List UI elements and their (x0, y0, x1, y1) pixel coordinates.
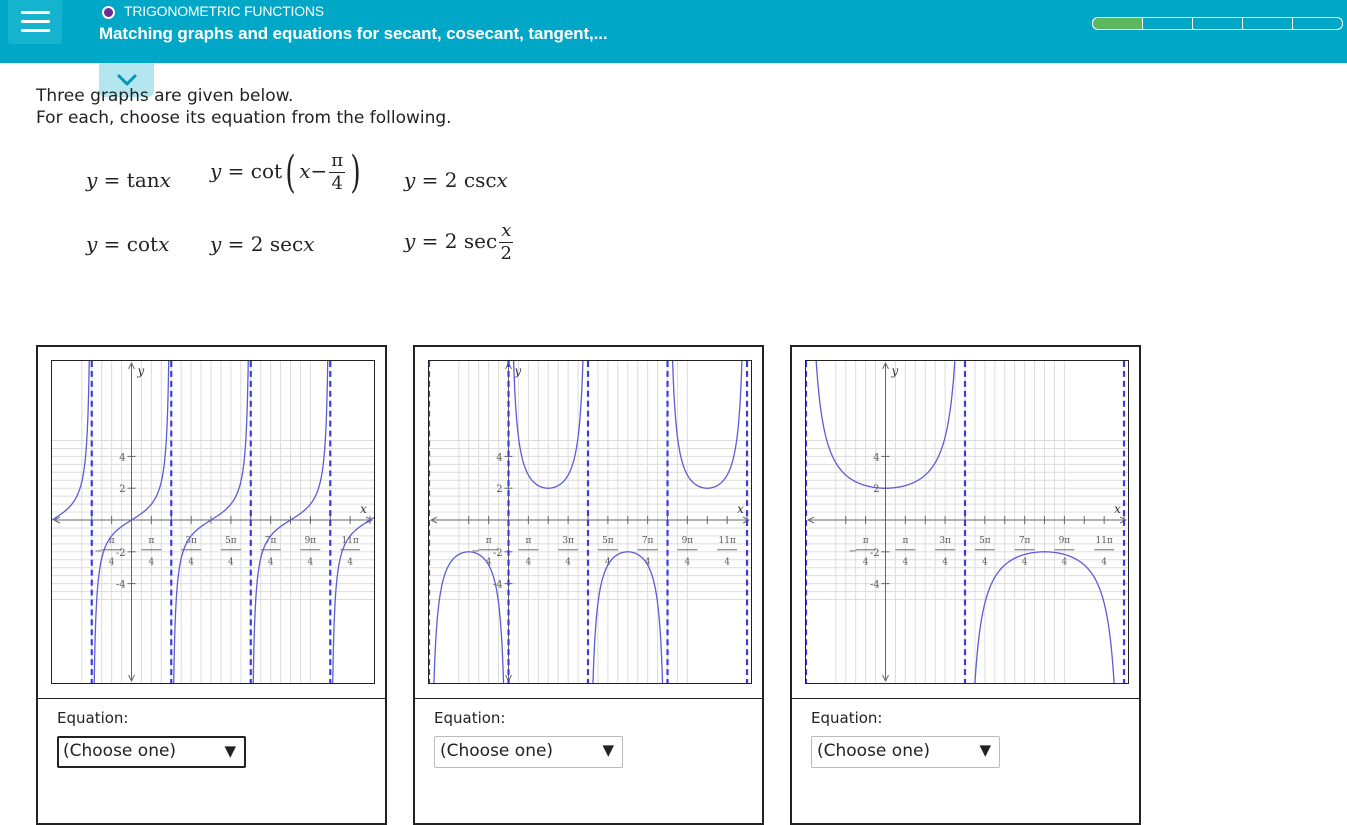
hamburger-icon-bar (21, 20, 50, 23)
y-tick-label: -2 (115, 547, 126, 559)
grid (429, 361, 751, 683)
x-tick-denominator: 4 (605, 557, 611, 568)
x-tick-denominator: 4 (108, 557, 115, 568)
y-tick-label: -4 (869, 579, 880, 591)
x-tick-numerator: 7π (264, 535, 277, 546)
progress-segment (1092, 17, 1143, 30)
x-tick-denominator: 4 (902, 557, 909, 568)
graph-card-2 (413, 345, 764, 825)
x-tick-denominator: 4 (188, 557, 194, 568)
equation-option-tan: y = tanx (86, 168, 171, 192)
x-tick-numerator: 3π (185, 535, 197, 546)
x-tick-denominator: 4 (1061, 557, 1068, 568)
card-divider (792, 698, 1139, 699)
y-tick-label: 4 (119, 452, 126, 464)
x-tick-numerator: 3π (939, 535, 951, 546)
equation-label: Equation: (811, 709, 883, 727)
card-divider (415, 698, 762, 699)
x-tick-numerator: 9π (681, 535, 694, 546)
x-tick-numerator: 9π (304, 535, 317, 546)
x-tick-denominator: 4 (644, 557, 651, 568)
x-tick-denominator: 4 (1021, 557, 1028, 568)
hamburger-icon-bar (21, 29, 50, 32)
x-tick-denominator: 4 (228, 557, 234, 568)
dropdown-arrow-icon: ▼ (224, 742, 236, 760)
dropdown-arrow-icon: ▼ (979, 741, 991, 759)
x-tick-sign: − (94, 545, 103, 557)
equation-select-2[interactable] (434, 736, 623, 768)
y-tick-label: -2 (869, 547, 880, 559)
select-value: (Choose one) (440, 741, 554, 761)
y-tick-label: 4 (496, 452, 503, 464)
topic-label: TRIGONOMETRIC FUNCTIONS (124, 3, 324, 19)
x-tick-numerator: 5π (225, 535, 237, 546)
x-tick-numerator: π (148, 535, 155, 546)
x-tick-denominator: 4 (942, 557, 948, 568)
y-axis-label: y (137, 363, 145, 378)
equation-option-2sec: y = 2 secx (210, 232, 315, 256)
y-tick-label: -4 (492, 579, 503, 591)
x-tick-numerator: 9π (1058, 535, 1071, 546)
menu-button[interactable] (8, 0, 62, 44)
prompt-line-1: Three graphs are given below. (36, 86, 294, 106)
x-tick-denominator: 4 (267, 557, 274, 568)
grid (806, 361, 1128, 683)
y-tick-label: 2 (496, 484, 503, 496)
select-value: (Choose one) (63, 741, 177, 761)
x-tick-denominator: 4 (684, 557, 691, 568)
equation-option-2sec-half: y = 2 sec $\frac{x}{2}$ (404, 220, 512, 264)
x-tick-numerator: 11π (341, 535, 359, 546)
question-prompt (36, 85, 452, 129)
x-tick-sign: − (848, 545, 857, 557)
x-tick-numerator: 3π (562, 535, 574, 546)
graph-card-3 (790, 345, 1141, 825)
page-title: Matching graphs and equations for secant, cosecant, tangent,... (99, 24, 608, 43)
x-tick-sign: − (471, 545, 480, 557)
card-divider (38, 698, 385, 699)
x-tick-numerator: π (862, 535, 869, 546)
graph-card-1 (36, 345, 387, 825)
y-tick-label: 2 (119, 484, 126, 496)
x-axis-label: x (737, 502, 744, 517)
x-tick-numerator: 5π (602, 535, 614, 546)
equation-label: Equation: (434, 709, 506, 727)
top-bar (0, 0, 1347, 63)
equation-option-2csc: y = 2 cscx (404, 168, 508, 192)
x-tick-denominator: 4 (724, 557, 730, 568)
y-tick-label: 2 (873, 484, 880, 496)
x-tick-denominator: 4 (1101, 557, 1107, 568)
x-tick-denominator: 4 (485, 557, 492, 568)
equation-select-1[interactable] (57, 736, 246, 768)
dropdown-arrow-icon: ▼ (602, 741, 614, 759)
y-axis-label: y (514, 363, 522, 378)
x-tick-numerator: 11π (1095, 535, 1113, 546)
y-tick-label: -4 (115, 579, 126, 591)
x-axis-label: x (1114, 502, 1121, 517)
x-tick-denominator: 4 (148, 557, 155, 568)
prompt-line-2: For each, choose its equation from the following. (36, 108, 452, 128)
x-axis-label: x (360, 502, 367, 517)
graph-1-plot (51, 360, 375, 684)
y-tick-label: 4 (873, 452, 880, 464)
equation-option-cot: y = cotx (86, 232, 170, 256)
x-tick-denominator: 4 (862, 557, 869, 568)
equation-option-cot-shift: y = cot( x− $\frac{\pi}{4}$ ) (210, 146, 361, 198)
x-tick-denominator: 4 (307, 557, 314, 568)
x-tick-numerator: 7π (641, 535, 654, 546)
x-tick-denominator: 4 (525, 557, 532, 568)
x-tick-denominator: 4 (347, 557, 353, 568)
x-tick-denominator: 4 (982, 557, 988, 568)
hamburger-icon (21, 11, 50, 14)
function-curve (433, 360, 751, 684)
x-tick-numerator: π (525, 535, 532, 546)
x-tick-numerator: 7π (1018, 535, 1031, 546)
y-axis-label: y (891, 363, 899, 378)
x-tick-numerator: π (485, 535, 492, 546)
x-tick-denominator: 4 (565, 557, 571, 568)
progress-segment (1142, 17, 1193, 30)
select-value: (Choose one) (817, 741, 931, 761)
topic-dot-icon (102, 6, 115, 19)
equation-label: Equation: (57, 709, 129, 727)
progress-bar (1093, 17, 1343, 30)
progress-segment (1292, 17, 1343, 30)
y-tick-label: -2 (492, 547, 503, 559)
x-tick-numerator: π (902, 535, 909, 546)
graph-3-plot (805, 360, 1129, 684)
graph-2-plot (428, 360, 752, 684)
x-tick-numerator: π (108, 535, 115, 546)
progress-segment (1242, 17, 1293, 30)
x-tick-numerator: 11π (718, 535, 736, 546)
equation-select-3[interactable] (811, 736, 1000, 768)
x-tick-numerator: 5π (979, 535, 991, 546)
progress-segment (1192, 17, 1243, 30)
function-curve (52, 360, 374, 684)
grid (52, 361, 374, 683)
